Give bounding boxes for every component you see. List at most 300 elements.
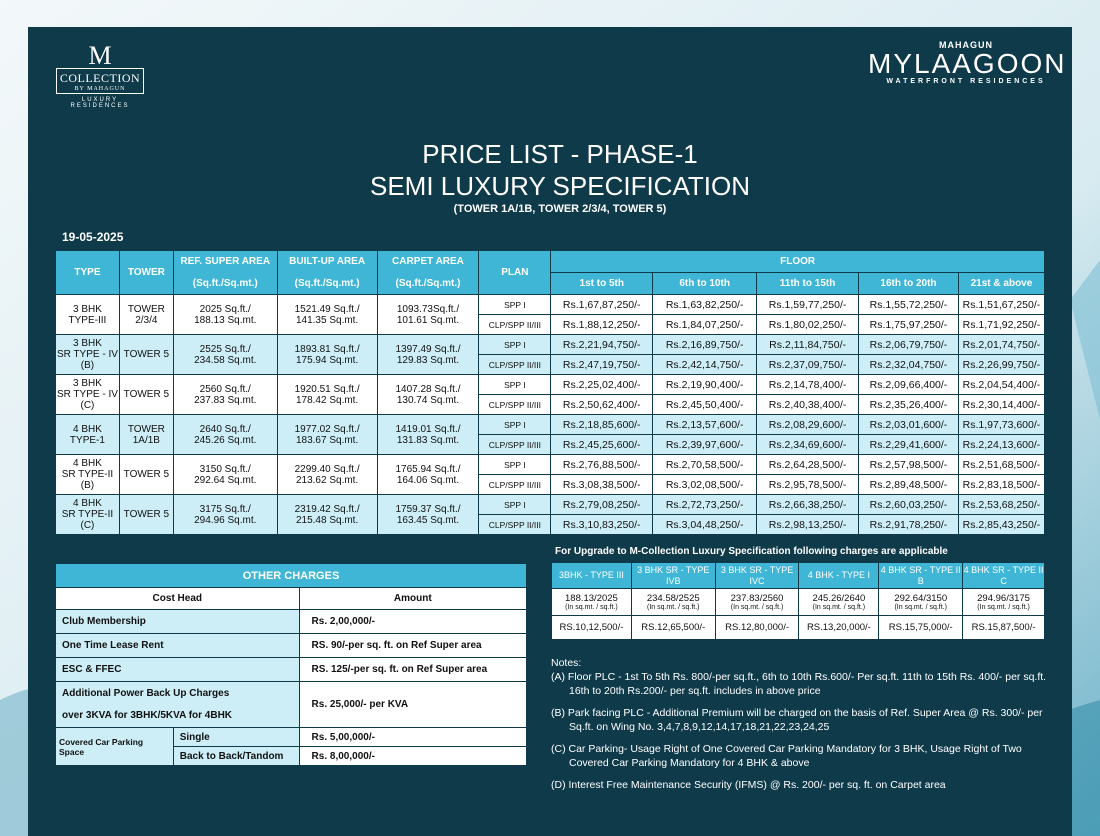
built-up-area-text: 213.62 Sq.mt. — [295, 474, 359, 486]
price-cell-text: Rs.2,39,97,600/- — [665, 438, 744, 451]
price-cell — [551, 295, 653, 315]
ref-super-area-text: 2640 Sq.ft./ — [199, 423, 251, 435]
plan-spp-text: SPP I — [504, 379, 526, 390]
price-cell-text: Rs.1,71,92,250/- — [962, 318, 1041, 331]
built-up-area-text: 1893.81 Sq.ft./ — [294, 343, 360, 355]
price-cell — [958, 375, 1044, 395]
cost-head-header: Cost Head — [56, 588, 300, 610]
towers-caption: (TOWER 1A/1B, TOWER 2/3/4, TOWER 5) — [453, 203, 667, 215]
price-cell — [653, 435, 757, 455]
note-b: (B) Park facing PLC - Additional Premium will be charged on the basis of Ref. Super Area @ Rs. 300/- per Sq.ft. on Wing No. 3,4,7,8,9,12,14,17,18,21,22,23,24,25 — [551, 707, 1043, 733]
tower — [119, 335, 173, 375]
floor-16-20: 16th to 20th — [859, 273, 959, 295]
built-up-area-text: 1977.02 Sq.ft./ — [294, 423, 360, 435]
upgrade-header: 4 BHK SR - TYPE II C — [963, 563, 1045, 589]
tower-text: TOWER 5 — [123, 389, 170, 400]
price-cell — [958, 495, 1044, 515]
esc-label: ESC & FFEC — [56, 658, 300, 682]
plan-clp — [479, 515, 551, 535]
area-value: 292.64/3150 — [894, 593, 948, 604]
price-cell — [653, 395, 757, 415]
price-cell-text: Rs.2,98,13,250/- — [768, 518, 847, 531]
upgrade-charge: RS.12,80,000/- — [715, 616, 799, 640]
unit-type — [56, 295, 120, 335]
built-up-area-text: 215.48 Sq.mt. — [295, 514, 359, 526]
unit-type-text: 3 BHK — [72, 378, 102, 389]
unit-type-text: TYPE-III — [68, 314, 107, 326]
upgrade-header: 4 BHK - TYPE I — [799, 563, 879, 589]
plan-clp — [479, 435, 551, 455]
carpet-area-text: 1419.01 Sq.ft./ — [395, 423, 461, 435]
price-cell — [958, 435, 1044, 455]
ref-super-area — [173, 495, 277, 535]
note-a: (A) Floor PLC - 1st To 5th Rs. 800/-per sq.ft., 6th to 10th Rs.600/- Per sq.ft. 11th to 15th Rs. 400/- per sq.ft. 16th to 20th Rs.200/- per sq.ft. includes in above price — [551, 671, 1047, 697]
notes-title: Notes: — [551, 657, 582, 669]
upgrade-area — [552, 589, 632, 616]
price-cell — [757, 395, 859, 415]
unit-type — [56, 495, 120, 535]
parking-single: Single — [173, 728, 299, 747]
unit-type-text: 3 BHK — [72, 303, 102, 315]
ref-super-area — [173, 375, 277, 415]
plan-clp-text: CLP/SPP II/III — [488, 519, 541, 530]
amount-header: Amount — [299, 588, 526, 610]
price-cell-text: Rs.2,91,78,250/- — [869, 518, 948, 531]
price-cell — [757, 335, 859, 355]
upgrade-header: 3BHK - TYPE III — [552, 563, 632, 589]
unit-type-text: SR TYPE - IV (C) — [56, 389, 118, 411]
logo-tagline: LUXURY RESIDENCES — [70, 97, 130, 109]
price-cell-text: Rs.2,34,69,600/- — [768, 438, 847, 451]
plan-clp — [479, 355, 551, 375]
price-cell-text: Rs.1,80,02,250/- — [768, 318, 847, 331]
lease-amount: RS. 90/-per sq. ft. on Ref Super area — [299, 634, 526, 658]
price-cell — [757, 315, 859, 335]
price-cell — [551, 455, 653, 475]
carpet-area-text: 1759.37 Sq.ft./ — [395, 503, 461, 515]
ref-super-area-text: 292.64 Sq.mt. — [194, 474, 257, 486]
price-cell — [653, 455, 757, 475]
area-value: 188.13/2025 — [565, 593, 618, 604]
carpet-area-text: 163.45 Sq.mt. — [396, 514, 460, 526]
carpet-area-text: 129.83 Sq.mt. — [396, 354, 460, 366]
unit-type-text: SR TYPE-II (B) — [61, 469, 114, 491]
price-cell — [859, 355, 959, 375]
tower-text: TOWER — [127, 423, 165, 435]
price-cell — [958, 295, 1044, 315]
price-cell-text: Rs.2,29,41,600/- — [869, 438, 948, 451]
ref-super-area — [173, 415, 277, 455]
unit-type-text: TYPE-1 — [69, 434, 105, 446]
tower-text: TOWER 5 — [123, 349, 170, 360]
price-cell — [958, 395, 1044, 415]
price-cell-text: Rs.2,32,04,750/- — [869, 358, 948, 371]
upgrade-table — [551, 562, 1045, 640]
area-unit: (In sq.mt. / sq.ft.) — [565, 604, 618, 611]
built-up-area-text: 183.67 Sq.mt. — [295, 434, 359, 446]
carpet-area — [377, 495, 479, 535]
price-cell-text: Rs.2,14,78,400/- — [768, 378, 847, 391]
floor-1-5: 1st to 5th — [551, 273, 653, 295]
carpet-area — [377, 455, 479, 495]
ref-super-area-text: 2525 Sq.ft./ — [199, 343, 251, 355]
page-subtitle: SEMI LUXURY SPECIFICATION — [370, 171, 750, 201]
plan-spp — [479, 375, 551, 395]
unit-type — [56, 415, 120, 455]
price-cell-text: Rs.1,88,12,250/- — [562, 318, 641, 331]
mylaagoon-logo — [868, 40, 1067, 96]
price-cell-text: Rs.2,16,89,750/- — [665, 338, 744, 351]
logo-mahagun: MAHAGUN — [939, 40, 993, 50]
upgrade-charge: RS.15,75,000/- — [879, 616, 963, 640]
table-row — [56, 295, 1045, 315]
upgrade-note: For Upgrade to M-Collection Luxury Specification following charges are applicable — [555, 546, 948, 557]
price-cell — [653, 295, 757, 315]
ref-super-area-text: 2025 Sq.ft./ — [199, 303, 251, 315]
unit-type-text: 4 BHK — [72, 498, 102, 509]
price-cell — [859, 495, 959, 515]
price-cell-text: Rs.2,50,62,400/- — [562, 398, 641, 411]
price-cell — [757, 495, 859, 515]
ref-super-area-text: 188.13 Sq.mt. — [194, 314, 257, 326]
price-cell-text: Rs.2,83,18,500/- — [962, 478, 1041, 491]
price-cell-text: Rs.2,25,02,400/- — [562, 378, 641, 391]
carpet-area-text: 131.83 Sq.mt. — [396, 434, 460, 446]
upgrade-header: 3 BHK SR - TYPE IVB — [631, 563, 715, 589]
price-cell-text: Rs.2,42,14,750/- — [665, 358, 744, 371]
parking-tandem: Back to Back/Tandom — [173, 747, 299, 766]
price-cell — [551, 515, 653, 535]
price-cell — [859, 435, 959, 455]
price-cell-text: Rs.2,01,74,750/- — [962, 338, 1041, 351]
other-charges-table — [55, 563, 527, 766]
tower — [119, 455, 173, 495]
ref-super-area-text: 294.96 Sq.mt. — [194, 514, 257, 526]
area-value: 237.83/2560 — [730, 593, 784, 604]
price-cell-text: Rs.3,02,08,500/- — [665, 478, 744, 491]
unit-label: (Sq.ft./Sq.mt.) — [294, 278, 360, 289]
tower — [119, 295, 173, 335]
price-cell — [859, 335, 959, 355]
note-c: (C) Car Parking- Usage Right of One Covered Car Parking Mandatory for 3 BHK, Usage Right of Two Covered Car Parking Mandatory for 4 BHK & above — [551, 743, 1022, 769]
logo-waterfront: WATERFRONT RESIDENCES — [886, 78, 1046, 85]
col-tower: TOWER — [119, 251, 173, 295]
carpet-area — [377, 295, 479, 335]
esc-amount: RS. 125/-per sq. ft. on Ref Super area — [299, 658, 526, 682]
unit-type-text: SR TYPE-II (C) — [61, 509, 114, 531]
built-up-area — [277, 455, 377, 495]
parking-label: Covered Car Parking Space — [56, 728, 174, 766]
price-cell — [958, 355, 1044, 375]
upgrade-area — [879, 589, 963, 616]
price-cell — [859, 475, 959, 495]
carpet-area-text: 130.74 Sq.mt. — [396, 394, 460, 406]
plan-spp — [479, 495, 551, 515]
price-cell-text: Rs.2,18,85,600/- — [562, 418, 641, 431]
price-cell — [859, 395, 959, 415]
note-d: (D) Interest Free Maintenance Security (IFMS) @ Rs. 200/- per sq. ft. on Carpet area — [551, 779, 946, 791]
price-cell-text: Rs.1,84,07,250/- — [665, 318, 744, 331]
price-cell-text: Rs.1,75,97,250/- — [869, 318, 948, 331]
price-cell-text: Rs.2,30,14,400/- — [962, 398, 1041, 411]
price-cell — [958, 335, 1044, 355]
area-value: 294.96/3175 — [977, 593, 1030, 604]
price-cell — [551, 355, 653, 375]
page-title: PRICE LIST - PHASE-1 — [422, 139, 698, 169]
price-cell — [551, 315, 653, 335]
ref-super-area-text: 234.58 Sq.mt. — [194, 354, 257, 366]
tower-text: TOWER — [127, 303, 165, 315]
logo-box — [56, 68, 144, 94]
area-unit: (In sq.mt. / sq.ft.) — [812, 604, 866, 611]
price-cell — [757, 295, 859, 315]
price-cell — [653, 475, 757, 495]
ref-super-area-text: 2560 Sq.ft./ — [199, 383, 251, 395]
club-amount: Rs. 2,00,000/- — [299, 610, 526, 634]
tower — [119, 375, 173, 415]
price-cell-text: Rs.3,04,48,250/- — [665, 518, 744, 531]
logo-m: M — [88, 41, 112, 70]
price-cell-text: Rs.2,08,29,600/- — [768, 418, 847, 431]
other-charges-title: OTHER CHARGES — [56, 564, 527, 588]
built-up-area-text: 2299.40 Sq.ft./ — [294, 463, 360, 475]
price-cell — [653, 315, 757, 335]
plan-clp-text: CLP/SPP II/III — [488, 359, 541, 370]
col-built-up-area — [277, 251, 377, 295]
plan-spp-text: SPP I — [504, 499, 526, 510]
unit-type-text: 3 BHK — [72, 338, 102, 349]
price-cell-text: Rs.2,72,73,250/- — [665, 498, 744, 511]
unit-type — [56, 375, 120, 415]
ref-area-label: REF. SUPER AREA — [180, 256, 271, 267]
ca-label: CARPET AREA — [392, 256, 464, 267]
ref-super-area-text: 3150 Sq.ft./ — [199, 463, 251, 475]
price-cell-text: Rs.2,95,78,500/- — [768, 478, 847, 491]
price-cell — [551, 335, 653, 355]
price-cell — [757, 435, 859, 455]
plan-clp — [479, 475, 551, 495]
carpet-area-text: 164.06 Sq.mt. — [396, 474, 460, 486]
power-label-1: Additional Power Back Up Charges — [62, 687, 230, 699]
area-value: 234.58/2525 — [646, 593, 700, 604]
col-ref-super-area — [173, 251, 277, 295]
unit-type-text: SR TYPE - IV (B) — [56, 349, 118, 371]
m-collection-logo — [54, 41, 146, 109]
built-up-area-text: 178.42 Sq.mt. — [295, 394, 359, 406]
carpet-area — [377, 375, 479, 415]
area-unit: (In sq.mt. / sq.ft.) — [977, 604, 1030, 611]
plan-spp-text: SPP I — [504, 299, 526, 310]
price-cell — [757, 415, 859, 435]
upgrade-charge: RS.12,65,500/- — [631, 616, 715, 640]
upgrade-area — [715, 589, 799, 616]
bua-label: BUILT-UP AREA — [289, 256, 366, 267]
price-cell — [551, 435, 653, 455]
unit-type — [56, 335, 120, 375]
price-cell — [757, 375, 859, 395]
logo-by: BY MAHAGUN — [74, 86, 126, 92]
ref-super-area — [173, 455, 277, 495]
price-cell-text: Rs.2,79,08,250/- — [562, 498, 641, 511]
lease-label: One Time Lease Rent — [56, 634, 300, 658]
carpet-area-text: 1093.73Sq.ft./ — [396, 303, 460, 315]
price-cell-text: Rs.2,26,99,750/- — [962, 358, 1041, 371]
unit-type-text: 4 BHK — [72, 458, 102, 469]
logo-mylaagoon: MYLAAGOON — [868, 48, 1067, 79]
ref-super-area — [173, 295, 277, 335]
carpet-area — [377, 335, 479, 375]
ref-super-area-text: 3175 Sq.ft./ — [199, 503, 251, 515]
price-cell — [757, 455, 859, 475]
floor-21-above: 21st & above — [958, 273, 1044, 295]
unit-type — [56, 455, 120, 495]
price-cell — [653, 495, 757, 515]
floor-6-10: 6th to 10th — [653, 273, 757, 295]
built-up-area-text: 141.35 Sq.mt. — [295, 314, 359, 326]
built-up-area — [277, 495, 377, 535]
price-cell-text: Rs.2,53,68,250/- — [962, 498, 1041, 511]
table-row — [56, 495, 1045, 515]
price-cell-text: Rs.2,85,43,250/- — [962, 518, 1041, 531]
price-date: 19-05-2025 — [62, 230, 124, 244]
upgrade-header: 4 BHK SR - TYPE II B — [879, 563, 963, 589]
tower-text: TOWER 5 — [123, 509, 170, 520]
built-up-area — [277, 295, 377, 335]
carpet-area-text: 101.61 Sq.mt. — [396, 314, 460, 326]
price-cell-text: Rs.1,67,87,250/- — [562, 298, 641, 311]
upgrade-charge: RS.15,87,500/- — [963, 616, 1045, 640]
built-up-area-text: 175.94 Sq.mt. — [295, 354, 359, 366]
notes — [551, 656, 1051, 800]
parking-tandem-amount: Rs. 8,00,000/- — [299, 747, 526, 766]
price-cell-text: Rs.2,09,66,400/- — [869, 378, 948, 391]
price-cell-text: Rs.2,64,28,500/- — [768, 458, 847, 471]
ref-super-area-text: 237.83 Sq.mt. — [194, 394, 257, 406]
tower-text: TOWER 5 — [123, 469, 170, 480]
upgrade-charge: RS.10,12,500/- — [552, 616, 632, 640]
price-cell — [859, 415, 959, 435]
carpet-area — [377, 415, 479, 455]
col-floor: FLOOR — [551, 251, 1045, 273]
price-cell-text: Rs.3,10,83,250/- — [562, 518, 641, 531]
price-cell — [859, 295, 959, 315]
price-cell-text: Rs.1,97,73,600/- — [962, 418, 1041, 431]
price-cell — [757, 355, 859, 375]
price-cell-text: Rs.2,19,90,400/- — [665, 378, 744, 391]
built-up-area-text: 1521.49 Sq.ft./ — [294, 303, 360, 315]
price-cell — [551, 375, 653, 395]
col-plan: PLAN — [479, 251, 551, 295]
price-cell-text: Rs.2,45,25,600/- — [562, 438, 641, 451]
price-cell-text: Rs.1,59,77,250/- — [768, 298, 847, 311]
plan-spp — [479, 455, 551, 475]
floor-11-15: 11th to 15th — [757, 273, 859, 295]
upgrade-header: 3 BHK SR - TYPE IVC — [715, 563, 799, 589]
tower-text: 1A/1B — [132, 434, 160, 446]
built-up-area-text: 1920.51 Sq.ft./ — [294, 383, 360, 395]
col-type: TYPE — [56, 251, 120, 295]
plan-clp-text: CLP/SPP II/III — [488, 319, 541, 330]
ref-super-area — [173, 335, 277, 375]
table-row — [56, 335, 1045, 355]
unit-label: (Sq.ft./Sq.mt.) — [192, 278, 258, 289]
price-cell-text: Rs.2,57,98,500/- — [869, 458, 948, 471]
plan-spp-text: SPP I — [504, 419, 526, 430]
price-cell-text: Rs.2,60,03,250/- — [869, 498, 948, 511]
price-cell-text: Rs.1,63,82,250/- — [665, 298, 744, 311]
price-cell-text: Rs.2,13,57,600/- — [665, 418, 744, 431]
plan-spp — [479, 295, 551, 315]
col-carpet-area — [377, 251, 479, 295]
area-unit: (In sq.mt. / sq.ft.) — [646, 604, 700, 611]
price-cell — [551, 395, 653, 415]
plan-spp-text: SPP I — [504, 339, 526, 350]
plan-spp-text: SPP I — [504, 459, 526, 470]
price-cell — [859, 375, 959, 395]
price-cell-text: Rs.2,11,84,750/- — [769, 338, 846, 351]
price-cell — [958, 415, 1044, 435]
power-amount: Rs. 25,000/- per KVA — [299, 682, 526, 728]
price-cell — [653, 415, 757, 435]
table-row — [56, 375, 1045, 395]
price-cell-text: Rs.2,76,88,500/- — [562, 458, 641, 471]
price-cell — [958, 455, 1044, 475]
power-label-2: over 3KVA for 3BHK/5KVA for 4BHK — [62, 709, 233, 721]
plan-spp — [479, 415, 551, 435]
built-up-area — [277, 415, 377, 455]
plan-clp — [479, 395, 551, 415]
unit-label: (Sq.ft./Sq.mt.) — [395, 278, 461, 289]
built-up-area — [277, 375, 377, 415]
price-cell — [757, 515, 859, 535]
price-cell — [653, 335, 757, 355]
price-cell-text: Rs.2,04,54,400/- — [962, 378, 1041, 391]
price-cell — [958, 315, 1044, 335]
area-unit: (In sq.mt. / sq.ft.) — [894, 604, 947, 611]
price-cell-text: Rs.2,40,38,400/- — [768, 398, 847, 411]
price-cell — [653, 515, 757, 535]
price-cell-text: Rs.2,06,79,750/- — [869, 338, 948, 351]
upgrade-area — [631, 589, 715, 616]
price-cell-text: Rs.2,21,94,750/- — [562, 338, 641, 351]
price-cell-text: Rs.1,55,72,250/- — [869, 298, 948, 311]
price-cell — [958, 475, 1044, 495]
price-table — [55, 250, 1045, 535]
price-cell — [859, 515, 959, 535]
upgrade-charge: RS.13,20,000/- — [799, 616, 879, 640]
tower — [119, 495, 173, 535]
area-value: 245.26/2640 — [812, 593, 866, 604]
price-cell — [653, 355, 757, 375]
built-up-area — [277, 335, 377, 375]
parking-single-amount: Rs. 5,00,000/- — [299, 728, 526, 747]
plan-clp-text: CLP/SPP II/III — [488, 439, 541, 450]
built-up-area-text: 2319.42 Sq.ft./ — [294, 503, 360, 515]
price-cell-text: Rs.2,66,38,250/- — [768, 498, 847, 511]
price-cell — [551, 495, 653, 515]
club-label: Club Membership — [56, 610, 300, 634]
price-cell — [653, 375, 757, 395]
carpet-area-text: 1407.28 Sq.ft./ — [395, 383, 461, 395]
plan-clp-text: CLP/SPP II/III — [488, 479, 541, 490]
price-cell — [757, 475, 859, 495]
price-cell-text: Rs.2,45,50,400/- — [665, 398, 744, 411]
price-cell-text: Rs.2,70,58,500/- — [665, 458, 744, 471]
price-cell — [859, 455, 959, 475]
table-row — [56, 455, 1045, 475]
upgrade-area — [799, 589, 879, 616]
price-cell — [958, 515, 1044, 535]
